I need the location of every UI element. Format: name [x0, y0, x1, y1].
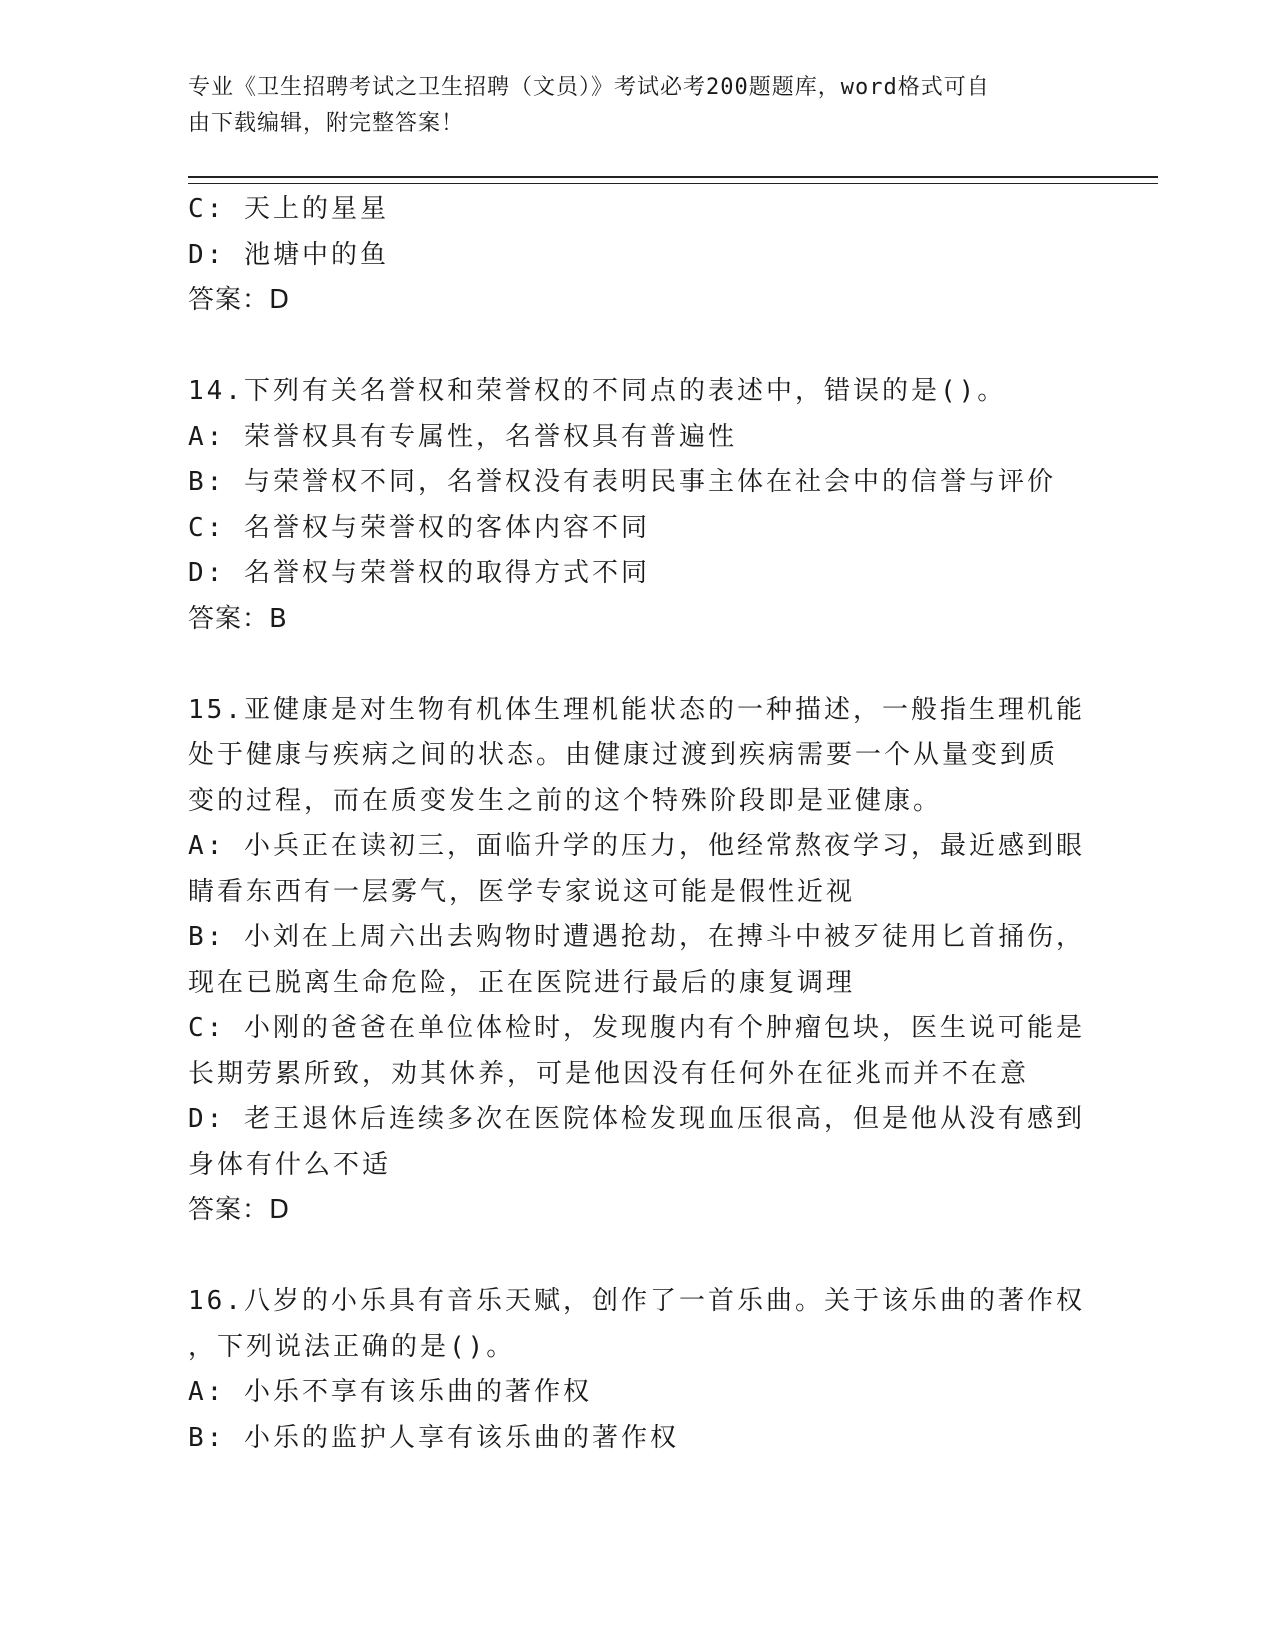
header-divider	[188, 176, 1158, 184]
question-stem-line-1: 15.亚健康是对生物有机体生理机能状态的一种描述，一般指生理机能	[188, 694, 1085, 725]
prev-question-block	[188, 187, 1088, 324]
option-c-line-1: C: 小刚的爸爸在单位体检时，发现腹内有个肿瘤包块，医生说可能是	[188, 1013, 1085, 1043]
question-content	[188, 187, 1088, 1461]
option-a-line-2: 睛看东西有一层雾气，医学专家说这可能是假性近视	[188, 876, 856, 907]
question-stem-line-3: 变的过程，而在质变发生之前的这个特殊阶段即是亚健康。	[188, 785, 943, 816]
option-d: D: 池塘中的鱼	[188, 239, 389, 270]
option-b: B: 与荣誉权不同，名誉权没有表明民事主体在社会中的信誉与评价	[188, 467, 1056, 497]
option-d-line-2: 身体有什么不适	[188, 1149, 392, 1180]
answer-line: 答案：D	[188, 285, 291, 315]
question-15	[188, 688, 1088, 1234]
option-c: C: 名誉权与荣誉权的客体内容不同	[188, 512, 650, 543]
spacer	[188, 1234, 1088, 1280]
answer-line: 答案：B	[188, 603, 288, 634]
option-a-line-1: A: 小兵正在读初三，面临升学的压力，他经常熬夜学习，最近感到眼	[188, 831, 1085, 861]
question-stem: 14.下列有关名誉权和荣誉权的不同点的表述中，错误的是()。	[188, 376, 1007, 406]
spacer	[188, 642, 1088, 688]
option-b: B: 小乐的监护人享有该乐曲的著作权	[188, 1422, 679, 1453]
option-d-line-1: D: 老王退休后连续多次在医院体检发现血压很高，但是他从没有感到	[188, 1104, 1085, 1134]
page-header	[188, 70, 1068, 142]
option-b-line-2: 现在已脱离生命危险，正在医院进行最后的康复调理	[188, 967, 856, 998]
spacer	[188, 324, 1088, 370]
option-a: A: 小乐不享有该乐曲的著作权	[188, 1377, 592, 1407]
header-line-1: 专业《卫生招聘考试之卫生招聘（文员）》考试必考200题题库，word格式可自	[188, 75, 990, 100]
question-stem-line-1: 16.八岁的小乐具有音乐天赋，创作了一首乐曲。关于该乐曲的著作权	[188, 1286, 1085, 1316]
option-a: A: 荣誉权具有专属性，名誉权具有普遍性	[188, 421, 737, 452]
answer-line: 答案：D	[188, 1195, 291, 1225]
option-b-line-1: B: 小刘在上周六出去购物时遭遇抢劫，在搏斗中被歹徒用匕首捅伤，	[188, 922, 1085, 952]
question-16	[188, 1279, 1088, 1461]
question-stem-line-2: ，下列说法正确的是()。	[188, 1331, 516, 1362]
option-c: C: 天上的星星	[188, 194, 389, 224]
question-stem-line-2: 处于健康与疾病之间的状态。由健康过渡到疾病需要一个从量变到质	[188, 740, 1059, 770]
question-14	[188, 369, 1088, 642]
option-c-line-2: 长期劳累所致，劝其休养，可是他因没有任何外在征兆而并不在意	[188, 1058, 1030, 1089]
option-d: D: 名誉权与荣誉权的取得方式不同	[188, 558, 650, 588]
header-line-2: 由下载编辑，附完整答案！	[188, 111, 465, 136]
